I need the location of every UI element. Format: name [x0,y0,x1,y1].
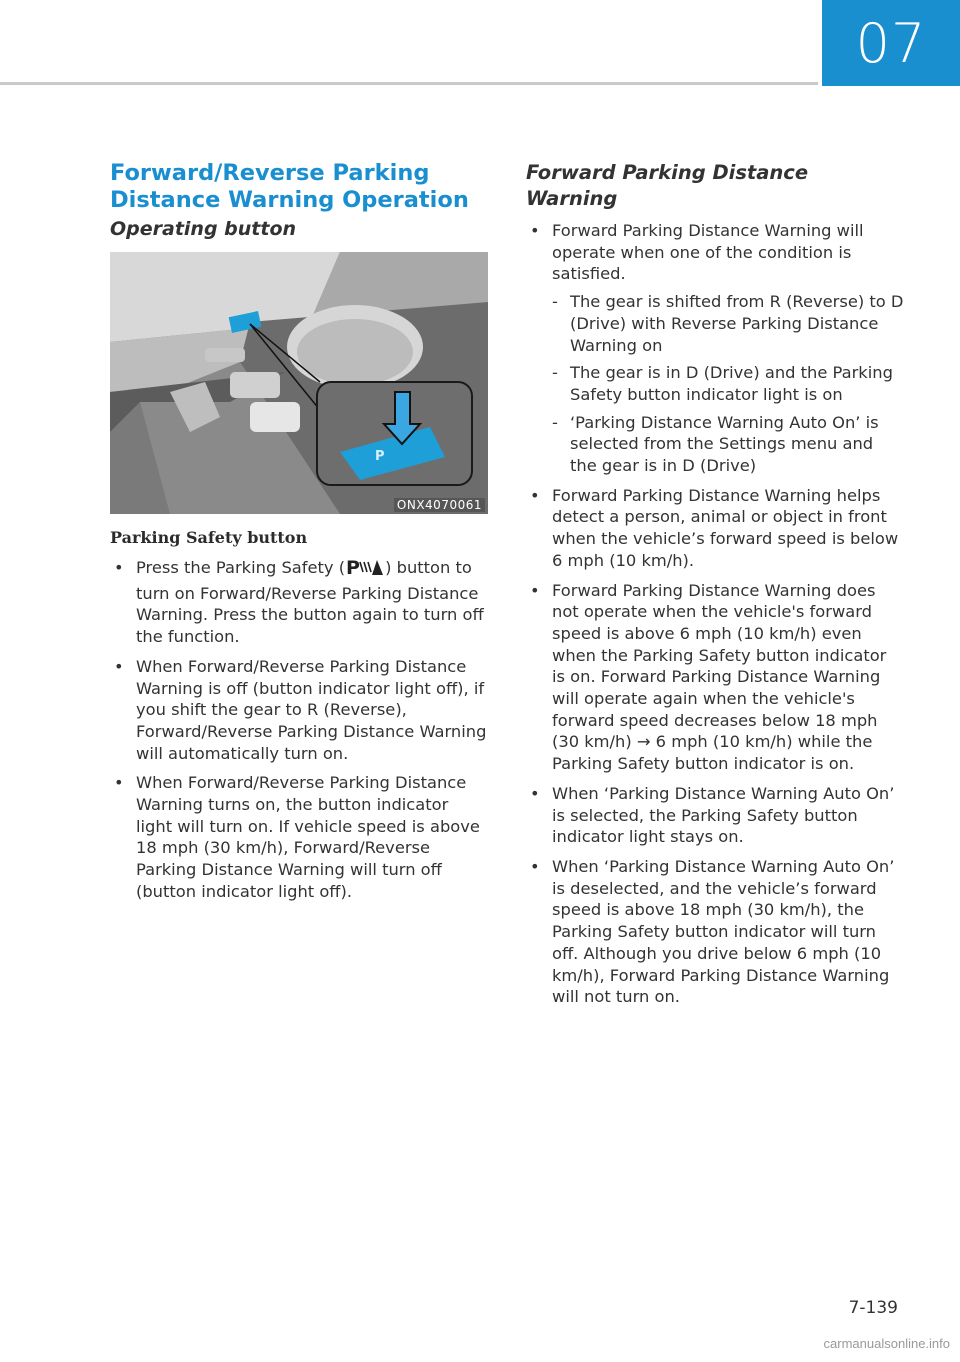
subsection-heading: Operating button [110,218,297,240]
figure-code: ONX4070061 [394,498,485,512]
console-figure [110,252,488,514]
svg-text:P: P [375,449,385,464]
section-heading: Forward/Reverse Parking Distance Warning Operation [110,160,469,213]
list-item: • Forward Parking Distance Warning helps detect a person, animal or object in front when the vehicle’s forward speed is below 6 mph (10 km/h). [526,485,904,572]
list-item: • When Forward/Reverse Parking Distance Warning is off (button indicator light off), if you shift the gear to R (Reverse), Forward/Reverse Parking Distance Warning will automatically turn on. [110,656,488,765]
condition-item: - The gear is shifted from R (Reverse) to D (Drive) with Reverse Parking Distance Warning on [552,291,904,356]
list-item: • Forward Parking Distance Warning does not operate when the vehicle's forward speed is above 6 mph (10 km/h) even when the Parking Safety button indicator is on. Forward Parking Distance Warning will operate again when the vehicle's forward speed decreases below 18 mph (30 km/h) → 6 mph (10 km/h) while the Parking Safety button indicator is on. [526,580,904,775]
condition-item: - ‘Parking Distance Warning Auto On’ is selected from the Settings menu and the gear is in D (Drive) [552,412,904,477]
right-bullet-list [526,220,904,1008]
figure-caption: Parking Safety button [110,528,308,547]
bullet-text-post: ) button to turn on Forward/Reverse Parking Distance Warning. Press the button again to turn off the function. [136,558,484,647]
list-item: • When ‘Parking Distance Warning Auto On’ is selected, the Parking Safety button indicator light stays on. [526,783,904,848]
bullet-text-pre: Press the Parking Safety ( [136,558,346,577]
condition-list [552,291,904,477]
header-rule [0,82,818,85]
bullet-text: Forward Parking Distance Warning will operate when one of the condition is satisfied. [552,221,864,284]
list-item: • When ‘Parking Distance Warning Auto On’ is deselected, and the vehicle’s forward speed is above 18 mph (30 km/h), the Parking Safety button indicator will turn off. Although you drive below 6 mph (10 km/h), Forward Parking Distance Warning will not turn on. [526,856,904,1008]
list-item [526,220,904,477]
console-illustration [110,252,488,514]
chapter-tab: 07 [822,0,960,86]
watermark: carmanualsonline.info [823,1336,950,1351]
section-heading-forward: Forward Parking Distance Warning [526,161,809,210]
left-bullet-list [110,557,488,903]
list-item: • When Forward/Reverse Parking Distance Warning turns on, the button indicator light will turn on. If vehicle speed is above 18 mph (30 km/h), Forward/Reverse Parking Distance Warning will turn off (button indicator light off). [110,772,488,902]
list-item [110,557,488,648]
right-column [526,160,904,1016]
condition-item: - The gear is in D (Drive) and the Parking Safety button indicator light is on [552,362,904,405]
page-number: 7-139 [848,1298,898,1318]
left-column [110,160,488,911]
svg-text:P: P [346,557,361,577]
parking-safety-icon [346,557,384,583]
